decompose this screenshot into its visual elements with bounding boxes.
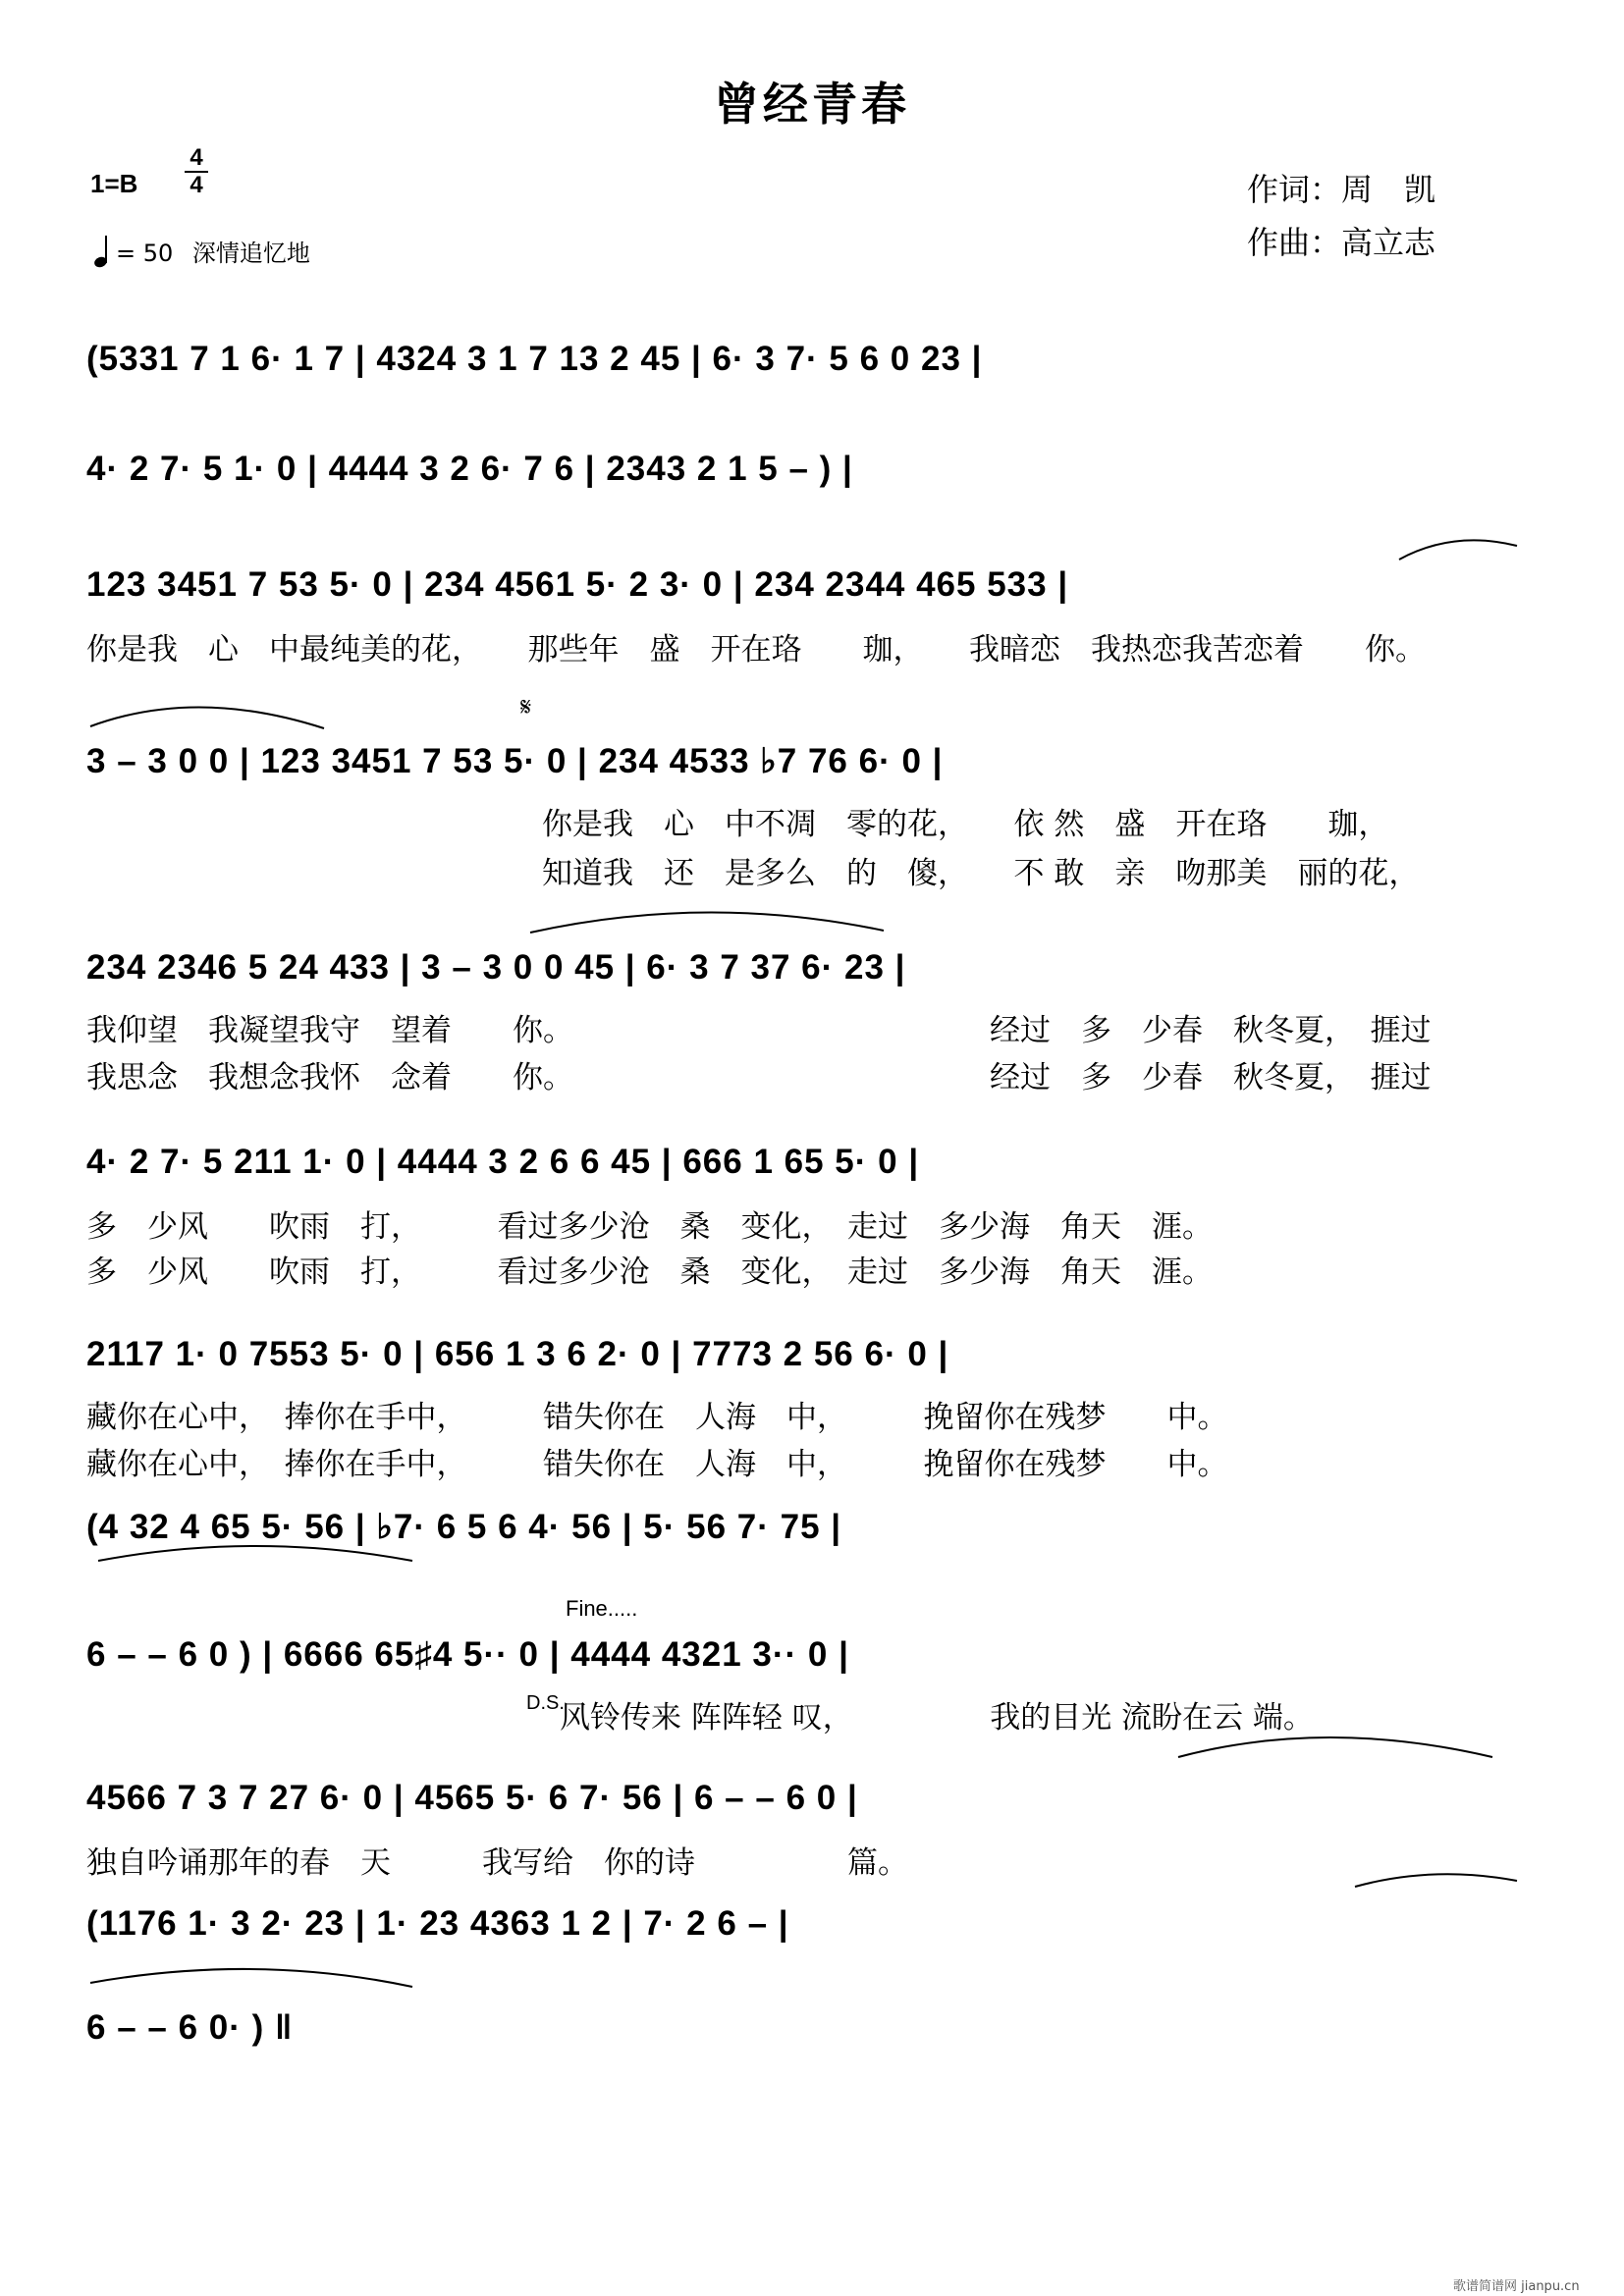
lyricist-credit: 作词：周 凯: [1247, 171, 1436, 208]
lyric-line-4: 我仰望 我凝望我守 望着 你。: [86, 1013, 573, 1048]
music-line-4: 3 – 3 0 0 | 123 3451 7 53 5· 0 | 234 4533 ♭7 76 6· 0 |: [86, 742, 944, 780]
song-title: 曾经青春: [714, 78, 910, 131]
slur-2: [90, 707, 324, 728]
slur-5: [1178, 1737, 1492, 1757]
lyric-line-10: 藏你在心中， 捧你在手中， 错失你在 人海 中， 挽留你在残梦 中。: [86, 1400, 1228, 1435]
music-line-10: 4566 7 3 7 27 6· 0 | 4565 5· 6 7· 56 | 6 – – 6 0 |: [86, 1779, 858, 1817]
lyric-line-5: 经过 多 少春 秋冬夏， 捱过: [990, 1013, 1432, 1048]
music-line-3: 123 3451 7 53 5· 0 | 234 4561 5· 2 3· 0 | 234 2344 465 533 |: [86, 565, 1069, 604]
slur-6: [1355, 1874, 1517, 1887]
ds-marking: D.S.: [526, 1692, 565, 1714]
music-line-5: 234 2346 5 24 433 | 3 – 3 0 0 45 | 6· 3 7 37 6· 23 |: [86, 948, 906, 987]
composer-credit: 作曲：高立志: [1247, 224, 1436, 261]
music-line-12: 6 – – 6 0· ) ‖: [86, 2008, 294, 2047]
slur-7: [90, 1969, 412, 1987]
lyric-line-8: 多 少风 吹雨 打， 看过多少沧 桑 变化， 走过 多少海 角天 涯。: [86, 1209, 1213, 1245]
music-line-8: (4 32 4 65 5· 56 | ♭7· 6 5 6 4· 56 | 5· 56 7· 75 |: [86, 1508, 842, 1546]
fine-marking: Fine.....: [566, 1596, 638, 1621]
slur-1: [1399, 540, 1517, 560]
lyric-line-1: 你是我 心 中最纯美的花， 那些年 盛 开在珞 珈， 我暗恋 我热恋我苦恋着 你。: [86, 632, 1426, 667]
key-signature: 1=B: [90, 169, 138, 198]
lyric-line-2: 你是我 心 中不凋 零的花， 依 然 盛 开在珞 珈，: [542, 807, 1389, 842]
music-line-9: 6 – – 6 0 ) | 6666 65♯4 5·· 0 | 4444 4321 3·· 0 |: [86, 1635, 849, 1674]
music-line-7: 2117 1· 0 7553 5· 0 | 656 1 3 6 2· 0 | 7773 2 56 6· 0 |: [86, 1335, 949, 1373]
lyric-line-12: 风铃传来 阵阵轻 叹， 我的目光 流盼在云 端。: [560, 1700, 1314, 1735]
time-signature-top: 4: [189, 144, 203, 171]
music-line-11: (1176 1· 3 2· 23 | 1· 23 4363 1 2 | 7· 2 6 – |: [86, 1904, 789, 1943]
lyric-line-3: 知道我 还 是多么 的 傻， 不 敢 亲 吻那美 丽的花，: [542, 856, 1420, 891]
lyric-line-9: 多 少风 吹雨 打， 看过多少沧 桑 变化， 走过 多少海 角天 涯。: [86, 1255, 1213, 1290]
lyric-line-6: 我思念 我想念我怀 念着 你。: [86, 1060, 573, 1095]
music-line-1: (5331 7 1 6· 1 7 | 4324 3 1 7 13 2 45 | 6· 3 7· 5 6 0 23 |: [86, 340, 983, 378]
tempo-value: = 50: [116, 240, 174, 267]
slur-4: [98, 1546, 412, 1561]
lyric-line-11: 藏你在心中， 捧你在手中， 错失你在 人海 中， 挽留你在残梦 中。: [86, 1447, 1228, 1482]
music-line-2: 4· 2 7· 5 1· 0 | 4444 3 2 6· 7 6 | 2343 2 1 5 – ) |: [86, 450, 853, 488]
music-line-6: 4· 2 7· 5 211 1· 0 | 4444 3 2 6 6 45 | 666 1 65 5· 0 |: [86, 1143, 920, 1181]
lyric-line-7: 经过 多 少春 秋冬夏， 捱过: [990, 1060, 1432, 1095]
tempo-expression: 深情追忆地: [191, 240, 310, 267]
lyric-line-13: 独自吟诵那年的春 天 我写给 你的诗 篇。: [86, 1845, 908, 1881]
time-signature-bottom: 4: [185, 171, 208, 198]
slur-3: [530, 912, 884, 933]
watermark: 歌谱简谱网 jianpu.cn: [1453, 2279, 1580, 2294]
segno-icon: 𝄋: [520, 693, 532, 722]
